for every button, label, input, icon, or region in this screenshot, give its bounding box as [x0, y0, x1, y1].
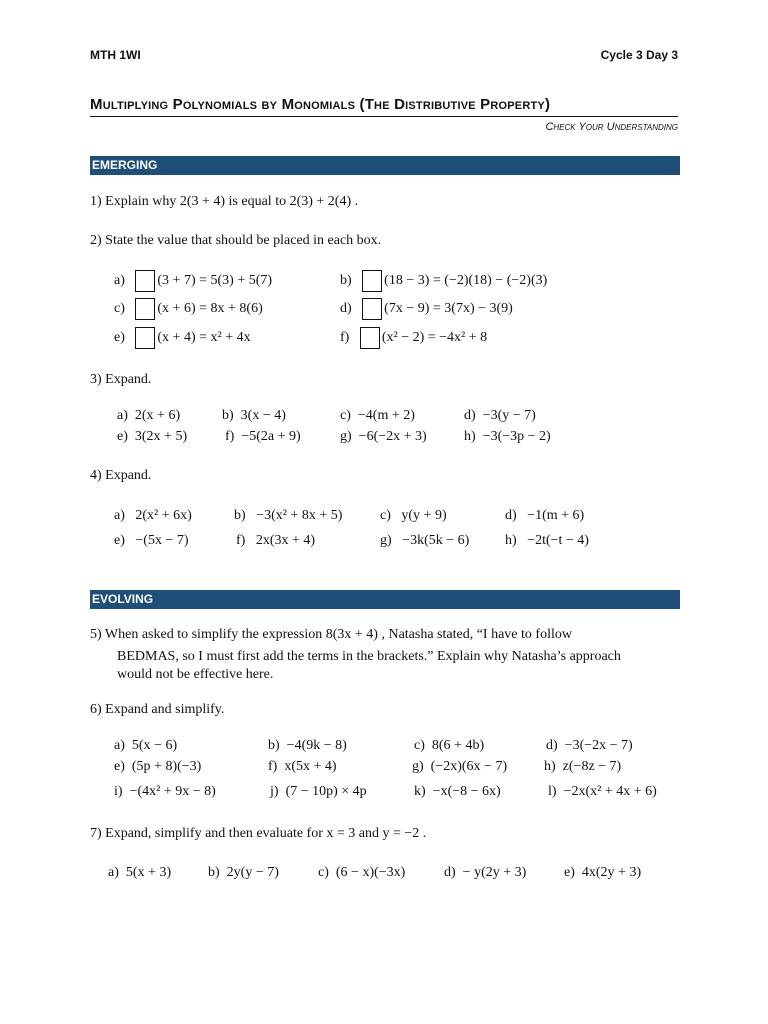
q6-item-a: a) 5(x − 6) — [114, 738, 178, 753]
q6-item-c: c) 8(6 + 4b) — [414, 738, 485, 753]
q6-item-e: e) (5p + 8)(−3) — [114, 759, 202, 774]
q6-item-k: k) −x(−8 − 6x) — [414, 784, 501, 799]
q4-item-c: c) y(y + 9) — [380, 508, 447, 523]
answer-box[interactable] — [135, 270, 155, 292]
question-6-prompt: 6) Expand and simplify. — [90, 702, 225, 717]
q2-item-d: d) (7x − 9) = 3(7x) − 3(9) — [340, 298, 513, 320]
page-subtitle: Check Your Understanding — [545, 121, 678, 133]
q4-item-f: f) 2x(3x + 4) — [236, 533, 316, 548]
course-code: MTH 1WI — [90, 48, 141, 62]
q6-item-j: j) (7 − 10p) × 4p — [270, 784, 367, 799]
title-underline — [90, 116, 678, 117]
question-5-line-1: 5) When asked to simplify the expression 8(3x + 4) , Natasha stated, “I have to follow — [90, 627, 572, 642]
q7-item-c: c) (6 − x)(−3x) — [318, 865, 406, 880]
q6-item-b: b) −4(9k − 8) — [268, 738, 347, 753]
question-4-prompt: 4) Expand. — [90, 468, 152, 483]
question-5-line-3: would not be effective here. — [117, 667, 274, 682]
q2-item-b: b) (18 − 3) = (−2)(18) − (−2)(3) — [340, 270, 547, 292]
q7-item-e: e) 4x(2y + 3) — [564, 865, 642, 880]
q3-item-g: g) −6(−2x + 3) — [340, 429, 427, 444]
q4-item-a: a) 2(x² + 6x) — [114, 508, 192, 523]
q4-item-e: e) −(5x − 7) — [114, 533, 189, 548]
q6-item-l: l) −2x(x² + 4x + 6) — [548, 784, 657, 799]
q3-item-f: f) −5(2a + 9) — [225, 429, 301, 444]
q6-item-g: g) (−2x)(6x − 7) — [412, 759, 508, 774]
q3-item-h: h) −3(−3p − 2) — [464, 429, 551, 444]
question-1: 1) Explain why 2(3 + 4) is equal to 2(3) + 2(4) . — [90, 194, 359, 209]
q4-item-b: b) −3(x² + 8x + 5) — [234, 508, 343, 523]
answer-box[interactable] — [360, 327, 380, 349]
q6-item-h: h) z(−8z − 7) — [544, 759, 622, 774]
q6-item-f: f) x(5x + 4) — [268, 759, 337, 774]
answer-box[interactable] — [135, 327, 155, 349]
question-3-prompt: 3) Expand. — [90, 372, 152, 387]
q2-item-f: f) (x² − 2) = −4x² + 8 — [340, 327, 487, 349]
answer-box[interactable] — [362, 270, 382, 292]
q4-item-h: h) −2t(−t − 4) — [505, 533, 589, 548]
section-emerging-band: EMERGING — [90, 156, 680, 175]
q7-item-a: a) 5(x + 3) — [108, 865, 172, 880]
page-title: Multiplying Polynomials by Monomials (The Distributive Property) — [90, 96, 551, 113]
q4-item-d: d) −1(m + 6) — [505, 508, 585, 523]
question-7-prompt: 7) Expand, simplify and then evaluate for x = 3 and y = −2 . — [90, 826, 427, 841]
q2-item-a: a) (3 + 7) = 5(3) + 5(7) — [114, 270, 272, 292]
q4-item-g: g) −3k(5k − 6) — [380, 533, 470, 548]
q6-item-d: d) −3(−2x − 7) — [546, 738, 633, 753]
q3-item-d: d) −3(y − 7) — [464, 408, 536, 423]
q3-item-e: e) 3(2x + 5) — [117, 429, 188, 444]
q3-item-b: b) 3(x − 4) — [222, 408, 286, 423]
q6-item-i: i) −(4x² + 9x − 8) — [114, 784, 216, 799]
q7-item-d: d) − y(2y + 3) — [444, 865, 527, 880]
q2-item-c: c) (x + 6) = 8x + 8(6) — [114, 298, 263, 320]
question-5-line-2: BEDMAS, so I must first add the terms in the brackets.” Explain why Natasha’s approach — [117, 649, 621, 664]
question-2-prompt: 2) State the value that should be placed in each box. — [90, 233, 382, 248]
q3-item-a: a) 2(x + 6) — [117, 408, 181, 423]
cycle-day: Cycle 3 Day 3 — [600, 48, 678, 62]
q7-item-b: b) 2y(y − 7) — [208, 865, 279, 880]
q2-item-e: e) (x + 4) = x² + 4x — [114, 327, 251, 349]
answer-box[interactable] — [362, 298, 382, 320]
q3-item-c: c) −4(m + 2) — [340, 408, 415, 423]
answer-box[interactable] — [135, 298, 155, 320]
section-evolving-band: EVOLVING — [90, 590, 680, 609]
